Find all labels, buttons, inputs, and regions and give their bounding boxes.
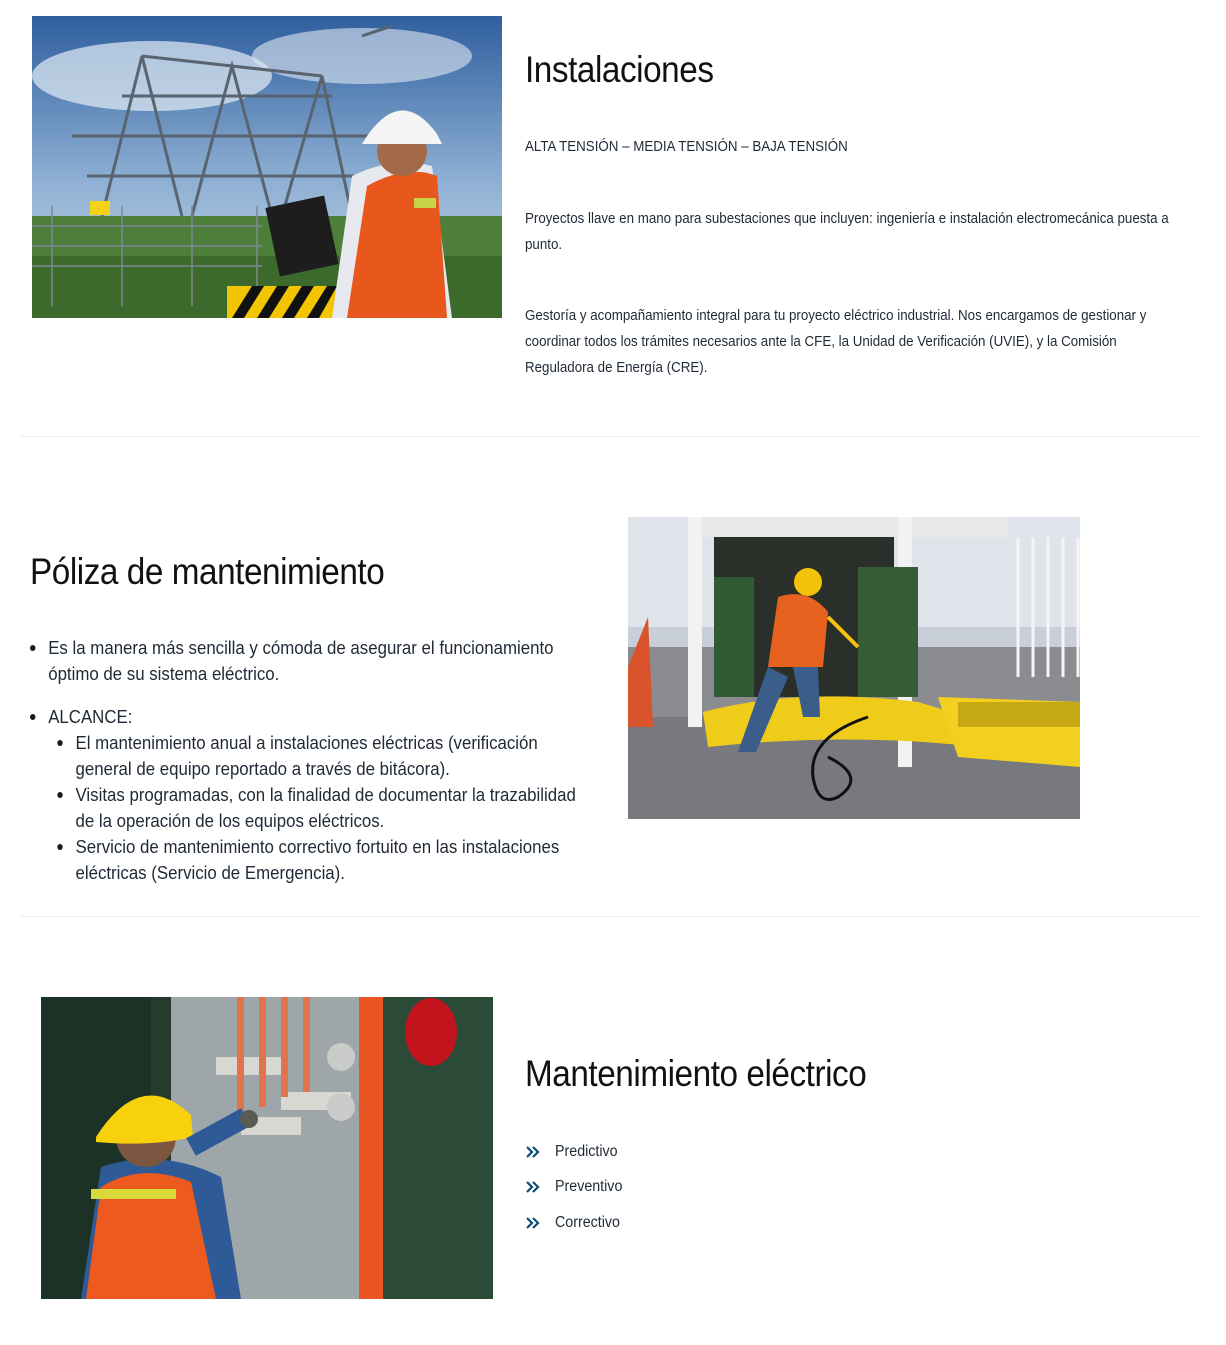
list-item — [57, 782, 576, 834]
maintenance-worker-photo — [628, 517, 1080, 819]
list-item — [30, 635, 576, 687]
list-item — [525, 1134, 825, 1170]
service-correctivo: Correctivo — [555, 1213, 620, 1231]
electrician-panel-photo — [41, 997, 493, 1299]
alcance-label: ALCANCE: — [48, 706, 133, 727]
poliza-title: Póliza de mantenimiento — [30, 551, 385, 592]
section-divider — [20, 916, 1200, 917]
turnkey-projects-text: Proyectos llave en mano para subestaciones que incluyen: ingeniería e instalación electromecánica puesta a punto. — [525, 211, 1169, 253]
alcance-item-text: El mantenimiento anual a instalaciones eléctricas (verificación general de equipo reportado a través de bitácora). — [75, 732, 538, 779]
poliza-list — [30, 635, 576, 886]
alcance-item-text: Visitas programadas, con la finalidad de documentar la trazabilidad de la operación de los equipos eléctricos. — [75, 784, 576, 831]
list-item — [525, 1205, 825, 1241]
gestoria-text: Gestoría y acompañamiento integral para tu proyecto eléctrico industrial. Nos encargamos de gestionar y coordinar todos los trámites necesarios ante la CFE, la Unidad de Verificación (UVIE), y la Comisión Reguladora de Energía (CRE). — [525, 308, 1147, 376]
alcance-item-text: Servicio de mantenimiento correctivo fortuito en las instalaciones eléctricas (Servicio de Emergencia). — [75, 836, 560, 883]
alcance-sublist — [48, 730, 576, 886]
double-chevron-right-icon — [525, 1144, 541, 1160]
service-list — [525, 1134, 825, 1241]
double-chevron-right-icon — [525, 1179, 541, 1195]
double-chevron-right-icon — [525, 1215, 541, 1231]
poliza-item-text: Es la manera más sencilla y cómoda de asegurar el funcionamiento óptimo de su sistema eléctrico. — [48, 637, 554, 684]
voltage-levels-text: ALTA TENSIÓN – MEDIA TENSIÓN – BAJA TENSIÓN — [525, 139, 848, 155]
list-item — [30, 704, 576, 886]
mantenimiento-title: Mantenimiento eléctrico — [525, 1053, 867, 1094]
instalaciones-title: Instalaciones — [525, 49, 714, 90]
list-item — [525, 1170, 825, 1206]
list-item — [57, 730, 576, 782]
service-preventivo: Preventivo — [555, 1178, 623, 1196]
section-divider — [20, 436, 1200, 437]
service-predictivo: Predictivo — [555, 1142, 618, 1160]
list-item — [57, 834, 576, 886]
substation-engineer-photo — [32, 16, 502, 318]
